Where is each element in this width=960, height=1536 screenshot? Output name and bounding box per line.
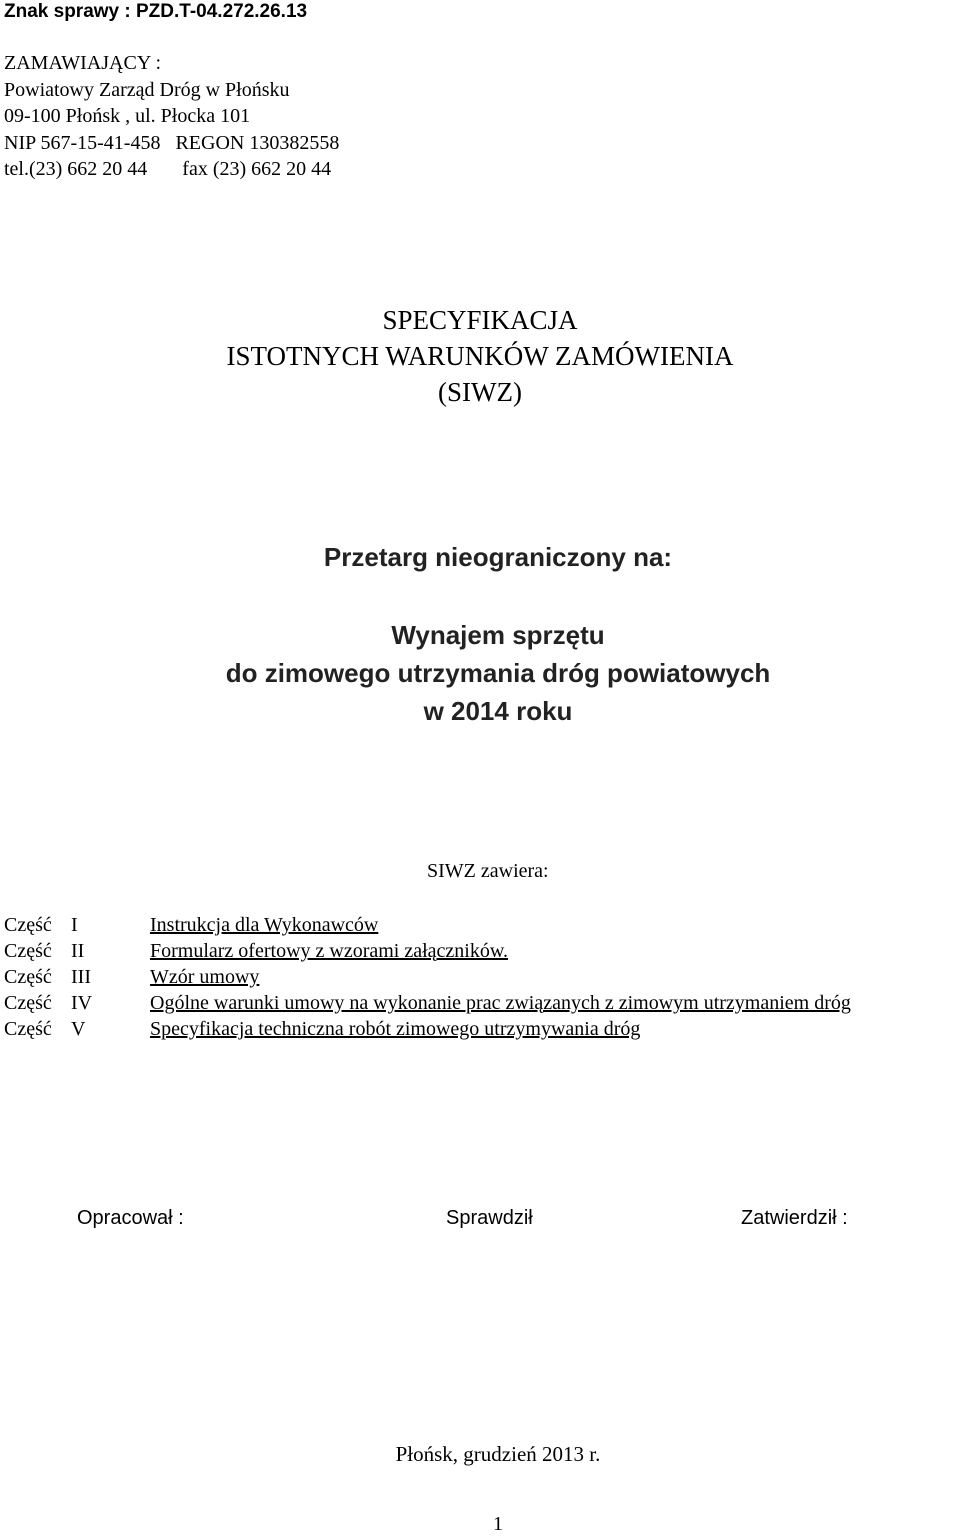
part-link[interactable]: Wzór umowy	[150, 966, 260, 988]
part-link[interactable]: Instrukcja dla Wykonawców	[150, 914, 379, 936]
signature-checked: Sprawdził	[446, 1207, 533, 1229]
title-line-1: SPECYFIKACJA	[382, 305, 578, 335]
part-link[interactable]: Specyfikacja techniczna robót zimowego utrzymywania dróg	[150, 1018, 641, 1040]
part-label: Część IV	[4, 992, 93, 1014]
document-title	[0, 302, 960, 410]
tender-subject-3: w 2014 roku	[423, 696, 573, 726]
tender-subject-2: do zimowego utrzymania dróg powiatowych	[225, 658, 771, 688]
client-label: ZAMAWIAJĄCY :	[4, 52, 162, 74]
client-name: Powiatowy Zarząd Dróg w Płońsku	[4, 78, 290, 101]
place-date: Płońsk, grudzień 2013 r.	[395, 1442, 601, 1466]
part-label: Część III	[4, 966, 91, 988]
part-label: Część V	[4, 1018, 86, 1040]
title-line-2: ISTOTNYCH WARUNKÓW ZAMÓWIENIA	[226, 341, 734, 371]
part-label: Część I	[4, 914, 78, 936]
signature-approved: Zatwierdził :	[741, 1207, 848, 1229]
client-block	[4, 50, 339, 183]
page-number: 1	[493, 1513, 503, 1535]
part-link[interactable]: Ogólne warunki umowy na wykonanie prac związanych z zimowym utrzymaniem dróg	[150, 992, 851, 1014]
contents-heading: SIWZ zawiera:	[427, 860, 549, 882]
part-link[interactable]: Formularz ofertowy z wzorami załączników.	[150, 940, 508, 962]
client-address: 09-100 Płońsk , ul. Płocka 101	[4, 105, 251, 127]
part-label: Część II	[4, 940, 85, 962]
tender-subject-1: Wynajem sprzętu	[391, 620, 605, 650]
title-line-3: (SIWZ)	[438, 377, 522, 407]
tender-mode: Przetarg nieograniczony na:	[323, 542, 673, 572]
case-number: Znak sprawy : PZD.T-04.272.26.13	[4, 1, 308, 22]
client-phone: tel.(23) 662 20 44 fax (23) 662 20 44	[4, 158, 332, 180]
tender-block	[0, 538, 960, 730]
client-ids: NIP 567-15-41-458 REGON 130382558	[4, 131, 340, 154]
signature-prepared: Opracował :	[77, 1207, 184, 1229]
